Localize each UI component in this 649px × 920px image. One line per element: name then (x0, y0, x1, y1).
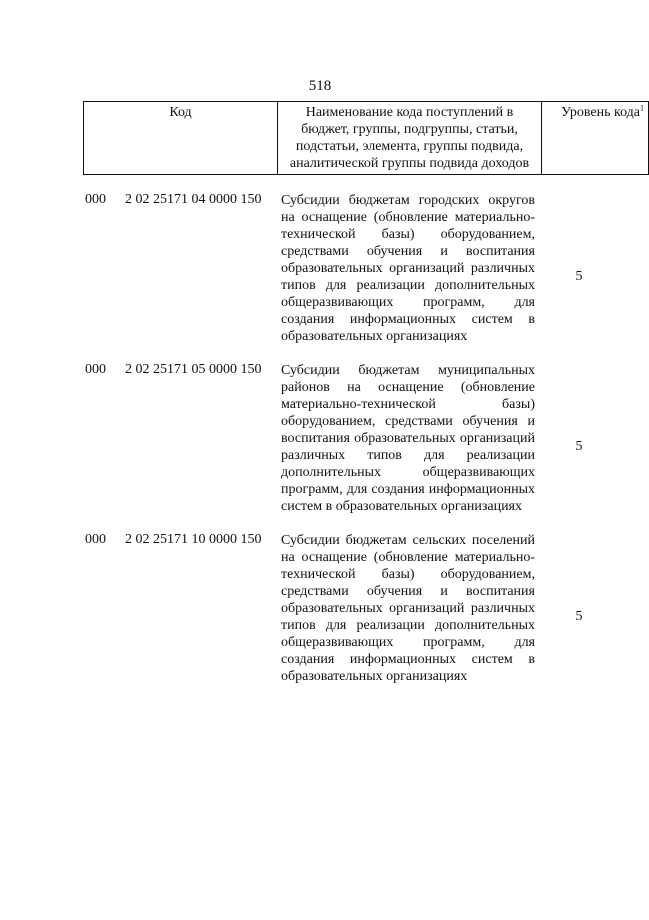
footnote-marker: 1 (640, 103, 644, 113)
row-prefix: 000 (85, 362, 106, 377)
row-code: 2 02 25171 04 0000 150 (125, 192, 262, 207)
row-prefix: 000 (85, 532, 106, 547)
table-header (83, 101, 649, 175)
header-level (542, 102, 649, 175)
row-description: Субсидии бюджетам муниципальных районов на оснащение (обновление материально-технической базы) оборудованием, средствами обучения и воспитания образовательных организаций различных типов для реализации дополнительных общеразвивающих программ, для создания информационных систем в образовательных организациях (281, 363, 535, 514)
table-row (85, 360, 621, 530)
table-body (85, 190, 621, 700)
row-prefix: 000 (85, 192, 106, 207)
table-row (85, 530, 621, 700)
header-code: Код (84, 102, 278, 175)
table-row (85, 190, 621, 360)
header-name: Наименование кода поступлений в бюджет, группы, подгруппы, статьи, подстатьи, элемента, группы подвида, аналитической группы подвида доходов (278, 102, 542, 175)
row-level: 5 (575, 439, 583, 454)
row-level: 5 (575, 609, 583, 624)
row-code: 2 02 25171 10 0000 150 (125, 532, 262, 547)
header-level-label: Уровень кода (561, 105, 640, 120)
row-level: 5 (575, 269, 583, 284)
page-number: 518 (308, 78, 332, 94)
row-code: 2 02 25171 05 0000 150 (125, 362, 262, 377)
row-description: Субсидии бюджетам сельских поселений на оснащение (обновление материально-технической базы) оборудованием, средствами обучения и воспитания образовательных организаций различных типов для реализации дополнительных общеразвивающих программ, для создания информационных систем в образовательных организациях (281, 533, 535, 684)
row-description: Субсидии бюджетам городских округов на оснащение (обновление материально-технической базы) оборудованием, средствами обучения и воспитания образовательных организаций различных типов для реализации дополнительных общеразвивающих программ, для создания информационных систем в образовательных организациях (281, 193, 535, 344)
